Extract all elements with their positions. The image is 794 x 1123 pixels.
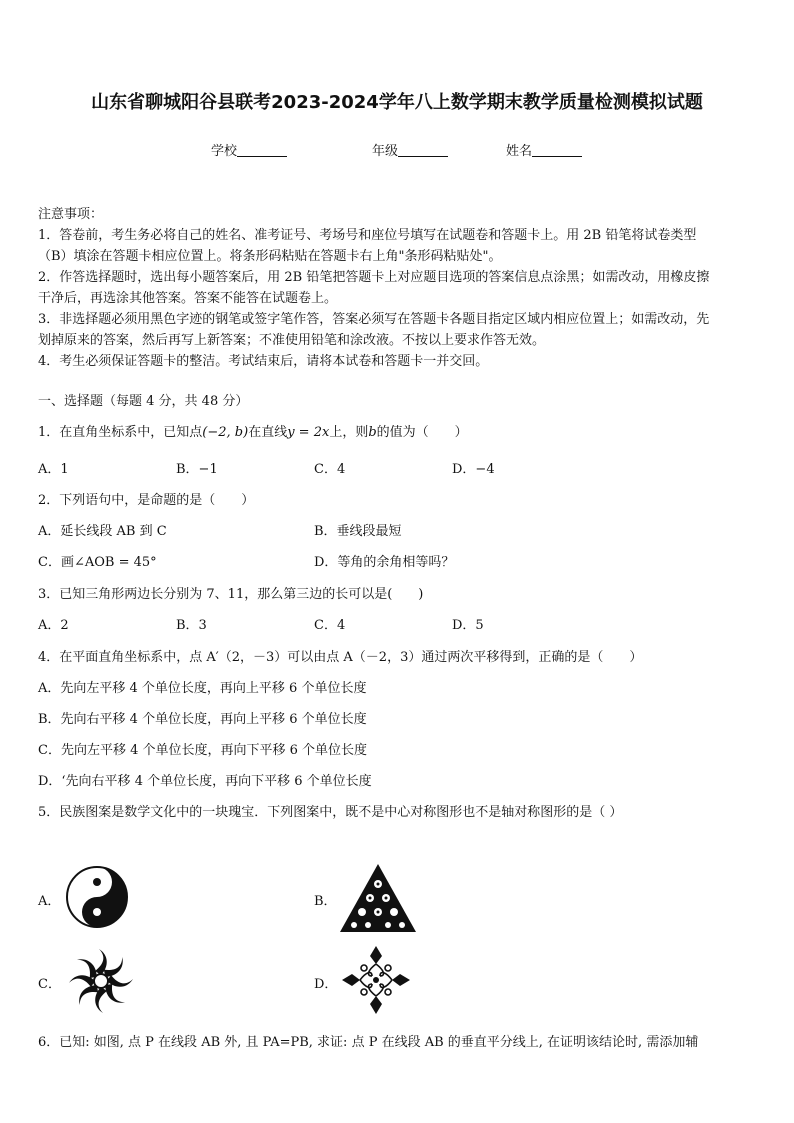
q1-option-a[interactable]: A．1: [38, 462, 69, 477]
question-3-stem: 3．已知三角形两边长分别为 7、11，那么第三边的长可以是( ): [38, 587, 424, 602]
q5-option-d[interactable]: D．: [314, 977, 338, 992]
q3-option-d[interactable]: D．5: [452, 618, 484, 633]
q2-option-b[interactable]: B．垂线段最短: [314, 524, 402, 539]
question-1-stem: 1．在直角坐标系中，已知点(−2, b)在直线y = 2x上，则b的值为（ ）: [38, 425, 468, 440]
q2-option-d[interactable]: D．等角的余角相等吗？: [314, 555, 455, 570]
notice-line: 划掉原来的答案，然后再写上新答案；不准使用铅笔和涂改液。不按以上要求作答无效。: [38, 333, 546, 348]
q5-option-b[interactable]: B．: [314, 894, 337, 909]
q1-option-c[interactable]: C．4: [314, 462, 346, 477]
ornament-cross-figure: [340, 944, 412, 1016]
q4-option-d[interactable]: D．‘先向右平移 4 个单位长度，再向下平移 6 个单位长度: [38, 774, 372, 789]
q4-option-a[interactable]: A．先向左平移 4 个单位长度，再向上平移 6 个单位长度: [38, 681, 367, 696]
question-5-stem: 5．民族图案是数学文化中的一块瑰宝．下列图案中，既不是中心对称图形也不是轴对称图形的是（ ）: [38, 805, 623, 820]
question-6-stem: 6．已知: 如图, 点 P 在线段 AB 外, 且 PA=PB, 求证: 点 P 在线段 AB 的垂直平分线上, 在证明该结论时, 需添加辅: [38, 1035, 699, 1050]
q3-option-a[interactable]: A．2: [38, 618, 69, 633]
q1-option-b[interactable]: B．−1: [176, 462, 218, 477]
notice-line: 1．答卷前，考生务必将自己的姓名、准考证号、考场号和座位号填写在试题卷和答题卡上。用 2B 铅笔将试卷类型: [38, 228, 697, 243]
q4-option-c[interactable]: C．先向左平移 4 个单位长度，再向下平移 6 个单位长度: [38, 743, 368, 758]
q4-option-b[interactable]: B．先向右平移 4 个单位长度，再向上平移 6 个单位长度: [38, 712, 367, 727]
school-field[interactable]: 学校: [211, 140, 287, 159]
q3-option-c[interactable]: C．4: [314, 618, 346, 633]
section-heading: 一、选择题（每题 4 分，共 48 分）: [38, 394, 249, 409]
q3-option-b[interactable]: B．3: [176, 618, 207, 633]
notice-line: （B）填涂在答题卡相应位置上。将条形码粘贴在答题卡右上角"条形码粘贴处"。: [38, 249, 502, 264]
grade-field[interactable]: 年级: [372, 140, 448, 159]
q2-option-a[interactable]: A．延长线段 AB 到 C: [38, 524, 167, 539]
notice-line: 2．作答选择题时，选出每小题答案后，用 2B 铅笔把答题卡上对应题目选项的答案信息点涂黑；如需改动，用橡皮擦: [38, 270, 710, 285]
notice-line: 4．考生必须保证答题卡的整洁。考试结束后，请将本试卷和答题卡一并交回。: [38, 354, 489, 369]
exam-title: 山东省聊城阳谷县联考2023-2024学年八上数学期末教学质量检测模拟试题: [91, 92, 703, 113]
q2-option-c[interactable]: C．画∠AOB = 45°: [38, 555, 157, 570]
question-2-stem: 2．下列语句中，是命题的是（ ）: [38, 493, 255, 508]
yin-yang-figure: [64, 864, 130, 930]
q5-option-a[interactable]: A．: [38, 894, 61, 909]
name-field[interactable]: 姓名: [506, 140, 582, 159]
question-4-stem: 4．在平面直角坐标系中，点 A′（2，－3）可以由点 A（－2，3）通过两次平移得到，正确的是（ ）: [38, 650, 643, 665]
q1-option-d[interactable]: D．−4: [452, 462, 495, 477]
q5-option-c[interactable]: C．: [38, 977, 61, 992]
notice-line: 3．非选择题必须用黑色字迹的钢笔或签字笔作答，答案必须写在答题卡各题目指定区域内相应位置上；如需改动，先: [38, 312, 710, 327]
pinwheel-flower-figure: [66, 946, 136, 1016]
notice-line: 干净后，再选涂其他答案。答案不能答在试题卷上。: [38, 291, 338, 306]
notice-heading: 注意事项：: [38, 207, 104, 222]
triangle-pattern-figure: [338, 862, 418, 934]
